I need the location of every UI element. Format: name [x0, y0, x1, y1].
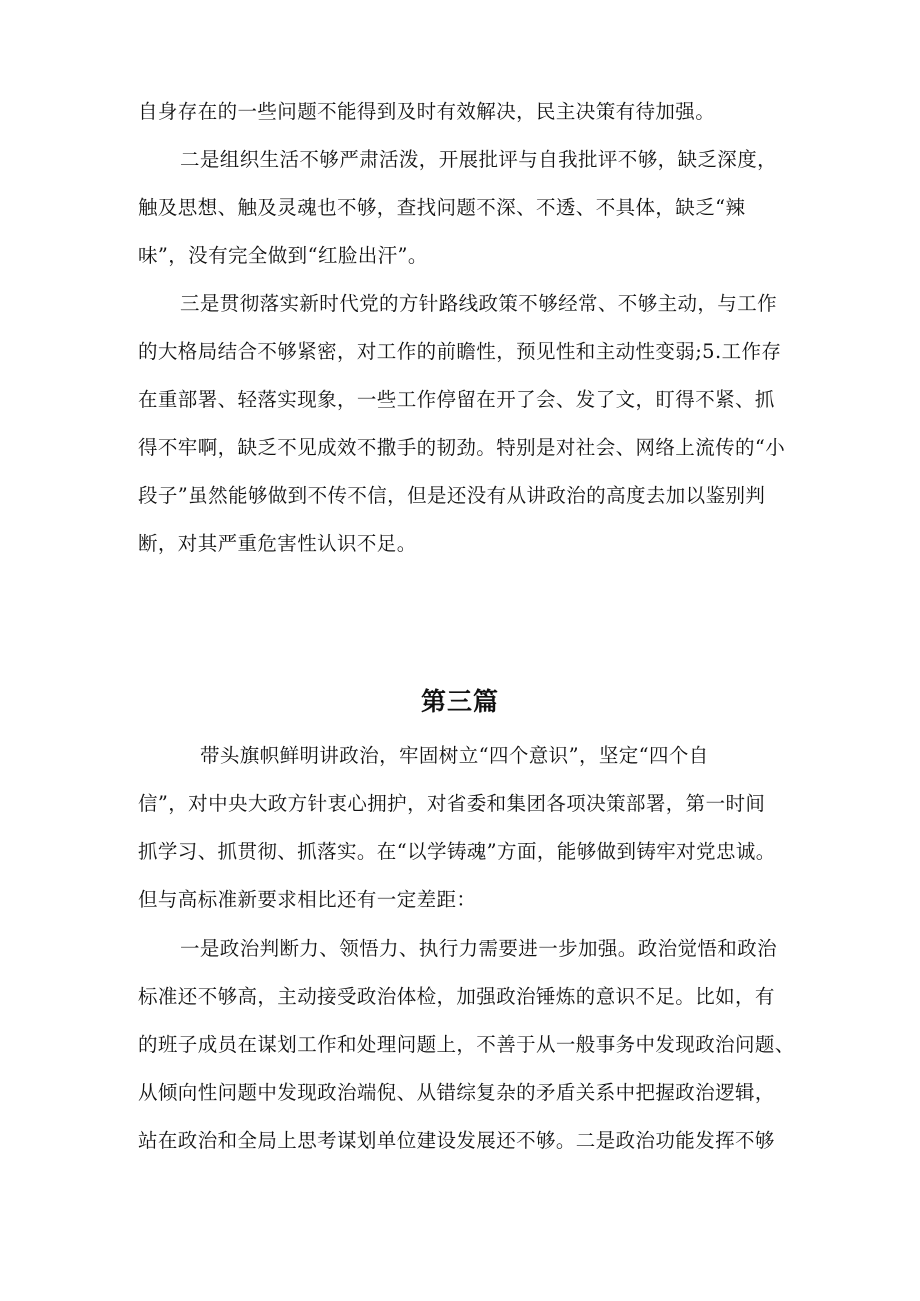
paragraph-line: 段子”虽然能够做到不传不信，但是还没有从讲政治的高度去加以鉴别判	[138, 484, 766, 507]
paragraph-line: 带头旗帜鲜明讲政治，牢固树立“四个意识”，坚定“四个自	[200, 744, 709, 767]
paragraph-line: 味”，没有完全做到“红脸出汗”。	[138, 244, 428, 267]
paragraph-line: 得不牢啊，缺乏不见成效不撒手的韧劲。特别是对社会、网络上流传的“小	[138, 436, 786, 459]
paragraph-line: 三是贯彻落实新时代党的方针路线政策不够经常、不够主动，与工作	[180, 292, 778, 315]
paragraph-line: 但与高标准新要求相比还有一定差距：	[138, 888, 477, 911]
paragraph-line: 标准还不够高，主动接受政治体检，加强政治锤炼的意识不足。比如，有	[138, 985, 775, 1008]
paragraph-line: 在重部署、轻落实现象，一些工作停留在开了会、发了文，盯得不紧、抓	[138, 388, 775, 411]
paragraph-line: 从倾向性问题中发现政治端倪、从错综复杂的矛盾关系中把握政治逻辑，	[138, 1081, 775, 1104]
paragraph-line: 断，对其严重危害性认识不足。	[138, 532, 417, 555]
paragraph-line: 触及思想、触及灵魂也不够，查找问题不深、不透、不具体，缺乏“辣	[138, 196, 746, 219]
paragraph-line: 的大格局结合不够紧密，对工作的前瞻性，预见性和主动性变弱;5.工作存	[138, 340, 782, 363]
paragraph-line: 抓学习、抓贯彻、抓落实。在“以学铸魂”方面，能够做到铸牢对党忠诚。	[138, 840, 776, 863]
paragraph-line: 二是组织生活不够严肃活泼，开展批评与自我批评不够，缺乏深度，	[180, 148, 778, 171]
paragraph-line: 站在政治和全局上思考谋划单位建设发展还不够。二是政治功能发挥不够	[138, 1129, 775, 1152]
paragraph-line: 自身存在的一些问题不能得到及时有效解决，民主决策有待加强。	[138, 100, 716, 123]
paragraph-line: 的班子成员在谋划工作和处理问题上，不善于从一般事务中发现政治问题、	[138, 1033, 795, 1056]
paragraph-line: 信”，对中央大政方针衷心拥护，对省委和集团各项决策部署，第一时间	[138, 792, 766, 815]
section-title: 第三篇	[420, 687, 499, 716]
paragraph-line: 一是政治判断力、领悟力、执行力需要进一步加强。政治觉悟和政治	[180, 937, 778, 960]
